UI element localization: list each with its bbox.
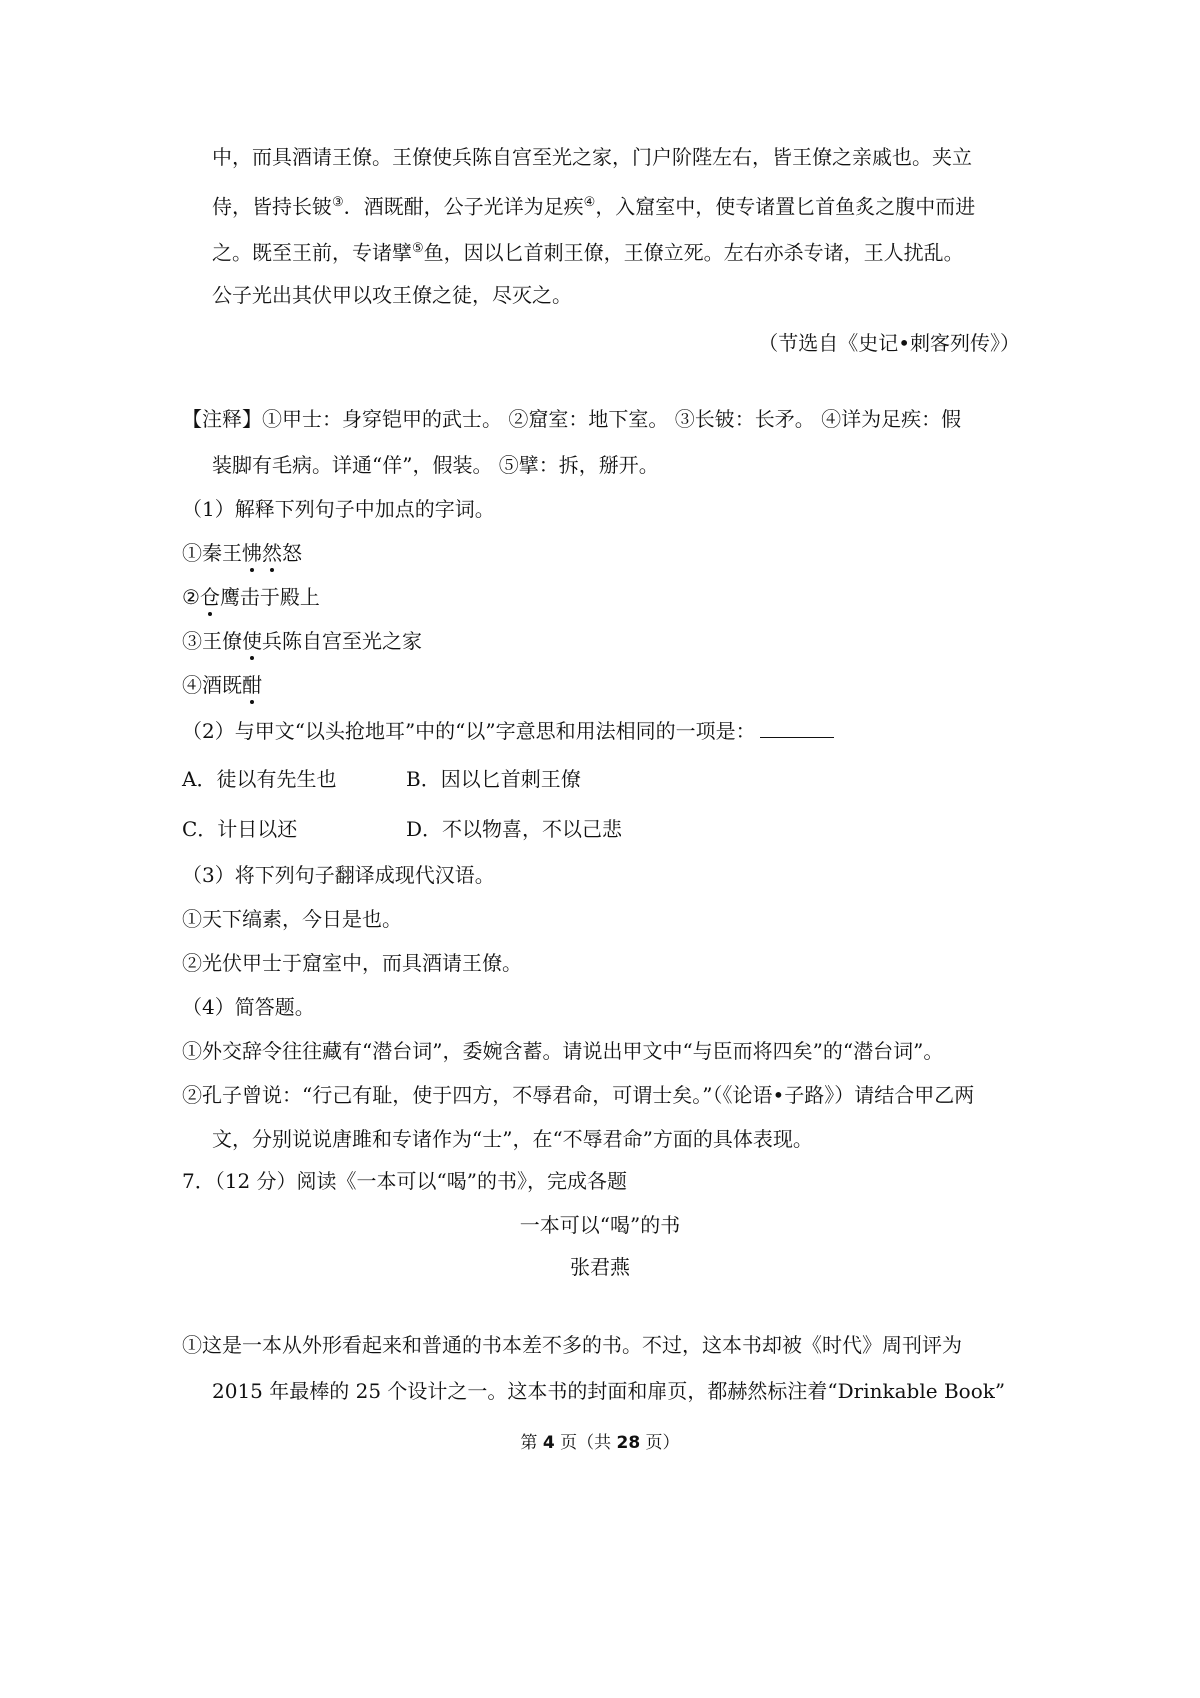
passage-line: 中，而具酒请王僚。王僚使兵陈自宫至光之家，门户阶陛左右，皆王僚之亲戚也。夹立: [212, 145, 972, 169]
item-text: ③王僚: [182, 629, 242, 653]
q2-option-a: A．徒以有先生也: [182, 767, 337, 791]
item-text: ②: [182, 585, 200, 609]
passage-text: 侍，皆持长铍: [212, 194, 332, 219]
passage-source: （节选自《史记•刺客列传》）: [758, 331, 1020, 355]
total-pages: 28: [616, 1433, 641, 1453]
item-text: 鹰击于殿上: [219, 585, 320, 609]
answer-blank[interactable]: [760, 717, 834, 738]
item-text: ①秦王: [182, 541, 242, 565]
q4-item-2-cont: 文，分别说说唐雎和专诸作为“士”，在“不辱君命”方面的具体表现。: [212, 1127, 813, 1151]
passage-text: ，入窟室中，使专诸置匕首鱼炙之腹中而进: [595, 194, 976, 219]
passage-text: 之。既至王前，专诸擘: [212, 240, 412, 265]
item-text: 怒: [282, 541, 302, 565]
dotted-char: 然: [262, 538, 282, 568]
dotted-char: 仓: [200, 582, 220, 612]
notes-line: 【注释】①甲士：身穿铠甲的武士。 ②窟室：地下室。 ③长铍：长矛。 ④详为足疾：假: [182, 407, 962, 431]
footer-text: 页）: [640, 1433, 680, 1453]
page-number: 4: [542, 1433, 555, 1453]
q1-item-2: [182, 582, 320, 612]
q2-option-b: B．因以匕首刺王僚: [406, 767, 581, 791]
q2-option-c: C．计日以还: [182, 817, 298, 841]
q4-item-2: ②孔子曾说：“行己有耻，使于四方，不辱君命，可谓士矣。”（《论语•子路》）请结合甲乙两: [182, 1083, 975, 1107]
q3-item-1: ①天下缟素，今日是也。: [182, 907, 402, 931]
dotted-char: 怫: [242, 538, 262, 568]
article-paragraph-cont: 2015 年最棒的 25 个设计之一。这本书的封面和扉页，都赫然标注着“Drinkable Book”: [212, 1379, 1006, 1403]
q1-item-4: [182, 670, 262, 700]
footer-text: 第: [520, 1433, 543, 1453]
q3-item-2: ②光伏甲士于窟室中，而具酒请王僚。: [182, 951, 522, 975]
q1-title: （1）解释下列句子中加点的字词。: [182, 497, 495, 521]
item-text: 兵陈自宫至光之家: [262, 629, 422, 653]
q1-item-3: [182, 626, 422, 656]
q4-title: （4）简答题。: [182, 995, 315, 1019]
q1-item-1: [182, 538, 302, 568]
dotted-char: 酣: [242, 670, 262, 700]
q2-title: [182, 716, 834, 746]
footnote-mark: ④: [583, 195, 596, 210]
notes-line: 装脚有毛病。详通“佯”，假装。 ⑤擘：拆，掰开。: [212, 453, 659, 477]
item-text: ④酒既: [182, 673, 242, 697]
footer-text: 页（共: [554, 1433, 617, 1453]
q3-title: （3）将下列句子翻译成现代汉语。: [182, 863, 495, 887]
footnote-mark: ⑤: [412, 241, 424, 256]
passage-text: ．酒既酣，公子光详为足疾: [343, 194, 584, 219]
q2-title-text: （2）与甲文“以头抢地耳”中的“以”字意思和用法相同的一项是：: [182, 719, 756, 743]
article-title: 一本可以“喝”的书: [519, 1213, 681, 1237]
footnote-mark: ③: [332, 195, 344, 210]
passage-text: 鱼，因以匕首刺王僚，王僚立死。左右亦杀专诸，王人扰乱。: [423, 240, 964, 265]
passage-line: 公子光出其伏甲以攻王僚之徒，尽灭之。: [212, 283, 572, 307]
page-footer: [0, 1428, 1200, 1458]
article-paragraph: ①这是一本从外形看起来和普通的书本差不多的书。不过，这本书却被《时代》周刊评为: [182, 1333, 962, 1357]
dotted-char: 使: [242, 626, 262, 656]
passage-line: [212, 188, 975, 222]
passage-line: [212, 234, 964, 268]
article-author: 张君燕: [570, 1255, 630, 1279]
q4-item-1: ①外交辞令往往藏有“潜台词”，委婉含蓄。请说出甲文中“与臣而将四矣”的“潜台词”。: [182, 1039, 944, 1063]
q2-option-d: D．不以物喜，不以己悲: [406, 817, 623, 841]
q7-header: 7．（12 分）阅读《一本可以“喝”的书》，完成各题: [182, 1169, 627, 1193]
